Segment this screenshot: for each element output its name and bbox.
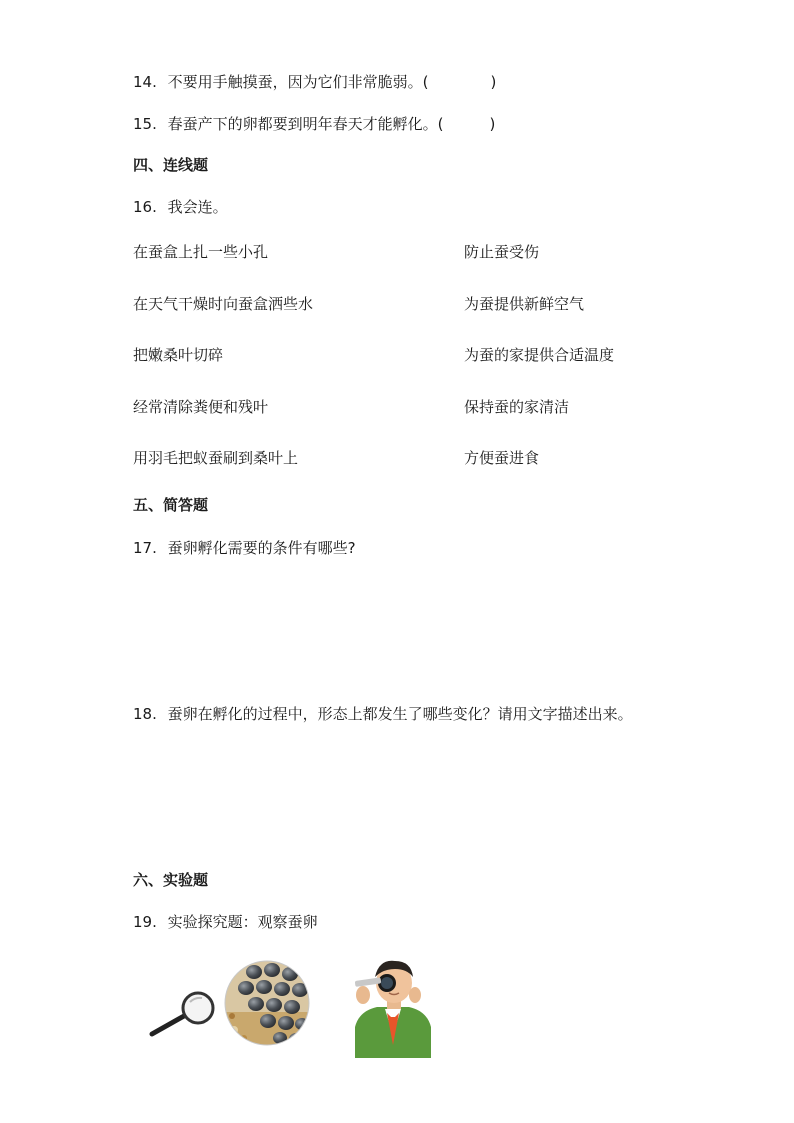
question-number: 16. [133,198,157,216]
question-number: 17. [133,539,157,557]
question-14 [133,72,496,92]
question-text: 蚕卵在孵化的过程中，形态上都发生了哪些变化？请用文字描述出来。 [167,705,633,723]
question-number: 15. [133,115,157,133]
match-right-item: 为蚕的家提供合适温度 [464,346,615,364]
magnifying-glass-icon [146,988,218,1040]
question-text: 不要用手触摸蚕，因为它们非常脆弱。( [167,73,429,91]
section-heading-experiment: 六、实验题 [133,871,209,889]
match-right-item: 保持蚕的家清洁 [464,398,570,416]
match-left-item: 用羽毛把蚁蚕刷到桑叶上 [133,449,299,467]
close-paren: ) [490,73,497,91]
match-right-item: 防止蚕受伤 [464,243,540,261]
section-heading-matching: 四、连线题 [133,156,209,174]
match-right-item: 方便蚕进食 [464,449,540,467]
match-left-item: 经常清除粪便和残叶 [133,398,269,416]
boy-with-magnifier-photo [349,955,437,1058]
match-left-item: 把嫩桑叶切碎 [133,346,224,364]
question-18 [133,704,633,724]
question-number: 18. [133,705,157,723]
match-left-item: 在天气干燥时向蚕盒洒些水 [133,295,314,313]
question-number: 14. [133,73,157,91]
question-text: 春蚕产下的卵都要到明年春天才能孵化。( [167,115,444,133]
question-17 [133,538,356,558]
question-number: 19. [133,913,157,931]
question-19 [133,912,318,932]
close-paren: ) [489,115,496,133]
question-text: 蚕卵孵化需要的条件有哪些? [167,539,356,557]
silkworm-eggs-photo [224,960,310,1046]
question-text: 我会连。 [167,198,228,216]
question-16 [133,197,228,217]
question-15 [133,114,495,134]
question-text: 实验探究题：观察蚕卵 [167,913,318,931]
match-right-item: 为蚕提供新鲜空气 [464,295,585,313]
section-heading-short-answer: 五、简答题 [133,496,209,514]
match-left-item: 在蚕盒上扎一些小孔 [133,243,269,261]
